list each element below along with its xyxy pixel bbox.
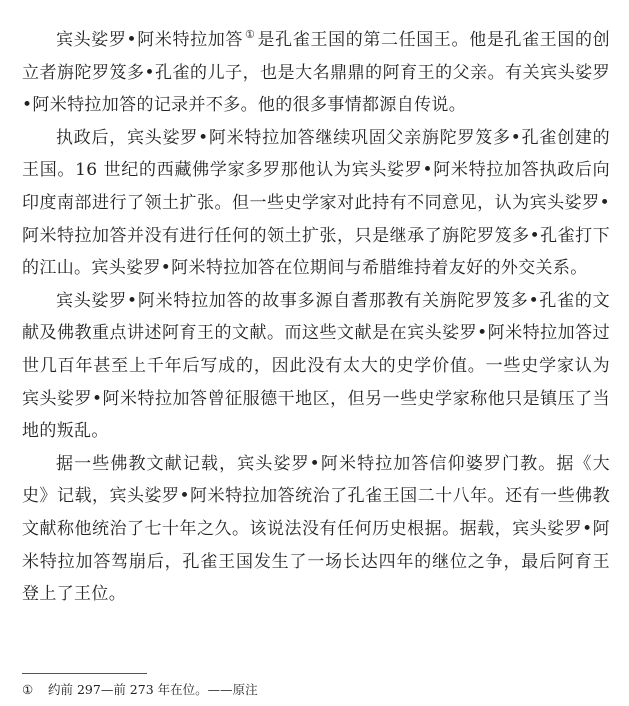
footnote-divider bbox=[22, 673, 147, 674]
article-body bbox=[22, 24, 610, 611]
footnote-text: 约前 297—前 273 年在位。——原注 bbox=[48, 682, 258, 697]
paragraph-3: 宾头娑罗•阿米特拉加答的故事多源自耆那教有关旃陀罗笈多•孔雀的文献及佛教重点讲述阿育王的文献。而这些文献是在宾头娑罗•阿米特拉加答过世几百年甚至上千年后写成的，因此没有太大的史学价值。一些史学家认为宾头娑罗•阿米特拉加答曾征服德干地区，但另一些史学家称他只是镇压了当地的叛乱。 bbox=[22, 290, 610, 442]
paragraph-1-lead: 宾头娑罗•阿米特拉加答 bbox=[56, 30, 244, 50]
footnote-mark: ① bbox=[22, 682, 34, 697]
footnote bbox=[22, 681, 258, 699]
paragraph-1 bbox=[22, 24, 610, 122]
paragraph-4: 据一些佛教文献记载，宾头娑罗•阿米特拉加答信仰婆罗门教。据《大史》记载，宾头娑罗•阿米特拉加答统治了孔雀王国二十八年。还有一些佛教文献称他统治了七十年之久。该说法没有任何历史根据。据载，宾头娑罗•阿米特拉加答驾崩后，孔雀王国发生了一场长达四年的继位之争，最后阿育王登上了王位。 bbox=[22, 453, 610, 605]
footnote-reference: ① bbox=[245, 28, 256, 42]
paragraph-2: 执政后，宾头娑罗•阿米特拉加答继续巩固父亲旃陀罗笈多•孔雀创建的王国。16 世纪的西藏佛学家多罗那他认为宾头娑罗•阿米特拉加答执政后向印度南部进行了领土扩张。但一些史学家对此持有不同意见，认为宾头娑罗•阿米特拉加答并没有进行任何的领土扩张，只是继承了旃陀罗笈多•孔雀打下的江山。宾头娑罗•阿米特拉加答在位期间与希腊维持着友好的外交关系。 bbox=[22, 127, 610, 279]
paragraph-1-rest: 是孔雀王国的第二任国王。他是孔雀王国的创立者旃陀罗笈多•孔雀的儿子，也是大名鼎鼎的阿育王的父亲。有关宾头娑罗•阿米特拉加答的记录并不多。他的很多事情都源自传说。 bbox=[22, 30, 610, 116]
